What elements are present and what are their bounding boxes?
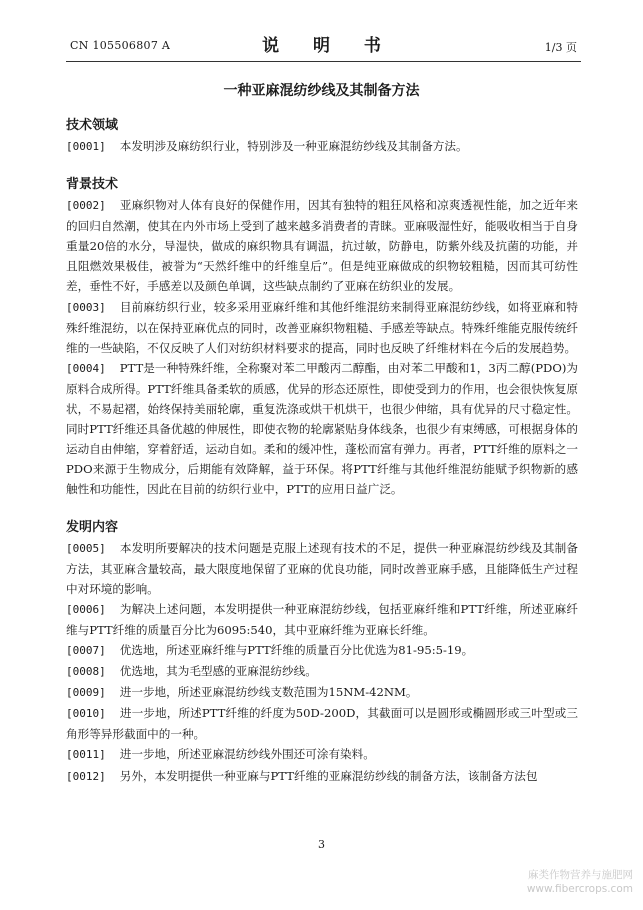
paragraph <box>66 195 578 296</box>
paragraph <box>66 640 578 661</box>
paragraph-text: 本发明涉及麻纺织行业，特别涉及一种亚麻混纺纱线及其制备方法。 <box>119 139 468 153</box>
section-heading-tech-field: 技术领域 <box>66 118 119 133</box>
paragraph <box>66 744 578 765</box>
paragraph-text: 本发明所要解决的技术问题是克服上述现有技术的不足，提供一种亚麻混纺纱线及其制备方法，其亚麻含量较高，最大限度地保留了亚麻的优良功能，同时改善亚麻手感，且能降低生产过程中对环境的影响。 <box>66 540 578 596</box>
paragraph-number: [0012] <box>66 769 106 783</box>
paragraph-text: 另外，本发明提供一种亚麻与PTT纤维的亚麻混纺纱线的制备方法，该制备方法包 <box>119 768 538 783</box>
paragraph-text: 为解决上述问题，本发明提供一种亚麻混纺纱线，包括亚麻纤维和PTT纤维，所述亚麻纤维与PTT纤维的质量百分比为6095:540，其中亚麻纤维为亚麻长纤维。 <box>66 601 578 637</box>
page-number: 3 <box>318 838 325 851</box>
paragraph-number: [0006] <box>66 602 106 616</box>
section-heading-summary: 发明内容 <box>66 519 119 535</box>
paragraph-text: 目前麻纺织行业，较多采用亚麻纤维和其他纤维混纺来制得亚麻混纺纱线，如将亚麻和特殊纤维混纺，以在保持亚麻优点的同时，改善亚麻织物粗糙、手感差等缺点。特殊纤维能克服传统纤维的一些缺陷，不仅反映了人们对纺织材料要求的提高，同时也反映了纤维材料在今后的发展趋势。 <box>66 299 578 355</box>
header-title: 说 明 书 <box>262 36 395 56</box>
paragraph <box>66 661 578 682</box>
paragraph-number: [0009] <box>66 686 106 700</box>
paragraph <box>66 682 578 703</box>
paragraph-number: [0002] <box>66 199 106 213</box>
paragraph-number: [0003] <box>66 300 106 314</box>
paragraph <box>66 297 578 358</box>
paragraph-text: 优选地，所述亚麻纤维与PTT纤维的质量百分比优选为81-95:5-19。 <box>119 642 474 657</box>
publication-number: CN 105506807 A <box>70 39 171 52</box>
paragraph-text: 亚麻织物对人体有良好的保健作用，因其有独特的粗狂风格和凉爽透视性能，加之近年来的回归自然潮，使其在内外市场上受到了越来越多消费者的青睐。亚麻吸湿性好，能吸收相当于自身重量20倍的水分，导湿快，做成的麻织物具有调温，抗过敏，防静电，防紫外线及抗菌的功能，并且阻燃效果极佳，被誉为“天然纤维中的纤维皇后”。但是纯亚麻做成的织物较粗糙，因而其可纺性差，垂性不好，手感差以及颜色单调，这些缺点制约了亚麻在纺织业的发展。 <box>66 198 578 294</box>
paragraph-number: [0004] <box>66 361 106 375</box>
paragraph-number: [0005] <box>66 541 106 555</box>
paragraph <box>66 538 578 599</box>
watermark-site-name: 麻类作物营养与施肥网 <box>528 869 633 881</box>
paragraph <box>66 136 578 157</box>
paragraph-number: [0011] <box>66 748 106 762</box>
paragraph-text: 优选地，其为毛型感的亚麻混纺纱线。 <box>119 664 317 679</box>
paragraph-number: [0008] <box>66 665 106 679</box>
watermark <box>527 868 633 896</box>
paragraph-text: 进一步地，所述亚麻混纺纱线外围还可涂有染料。 <box>119 747 375 762</box>
paragraph <box>66 358 578 500</box>
paragraph-text: 进一步地，所述亚麻混纺纱线支数范围为15NM-42NM。 <box>119 685 418 700</box>
paragraph-number: [0010] <box>66 707 106 721</box>
paragraph <box>66 599 578 640</box>
paragraph <box>66 703 578 744</box>
paragraph-text: 进一步地，所述PTT纤维的纤度为50D-200D，其截面可以是圆形或椭圆形或三叶型或三角形等异形截面中的一种。 <box>66 706 578 742</box>
section-heading-background: 背景技术 <box>66 177 119 193</box>
paragraph-number: [0007] <box>66 643 106 657</box>
document-body <box>66 116 578 787</box>
page-indicator: 1/3 页 <box>544 41 577 54</box>
watermark-url: www.fibercrops.com <box>526 883 633 895</box>
paragraph-number: [0001] <box>66 140 106 153</box>
paragraph-text: PTT是一种特殊纤维，全称聚对苯二甲酸丙二醇酯，由对苯二甲酸和1，3丙二醇(PDO)为原料合成所得。PTT纤维具备柔软的质感，优异的形态还原性，即使受到力的作用，也会很快恢复原状，不易起褶，始终保持美丽轮廓，重复洗涤或烘干机烘干，也很少伸缩，具有优异的尺寸稳定性。同时PTT纤维还具备优越的伸展性，即使衣物的轮廓紧贴身体线条，也很少有束缚感，可根据身体的运动自由伸缩，穿着舒适，运动自如。柔和的缓冲性，蓬松而富有弹力。再者，PTT纤维的原料之一PDO来源于生物成分，后期能有效降解，益于环保。将PTT纤维与其他纤维混纺能赋予织物新的感触性和功能性，因此在目前的纺织行业中，PTT的应用日益广泛。 <box>66 360 578 497</box>
paragraph <box>66 766 578 787</box>
header-divider <box>66 61 581 62</box>
document-title: 一种亚麻混纺纱线及其制备方法 <box>223 83 420 99</box>
